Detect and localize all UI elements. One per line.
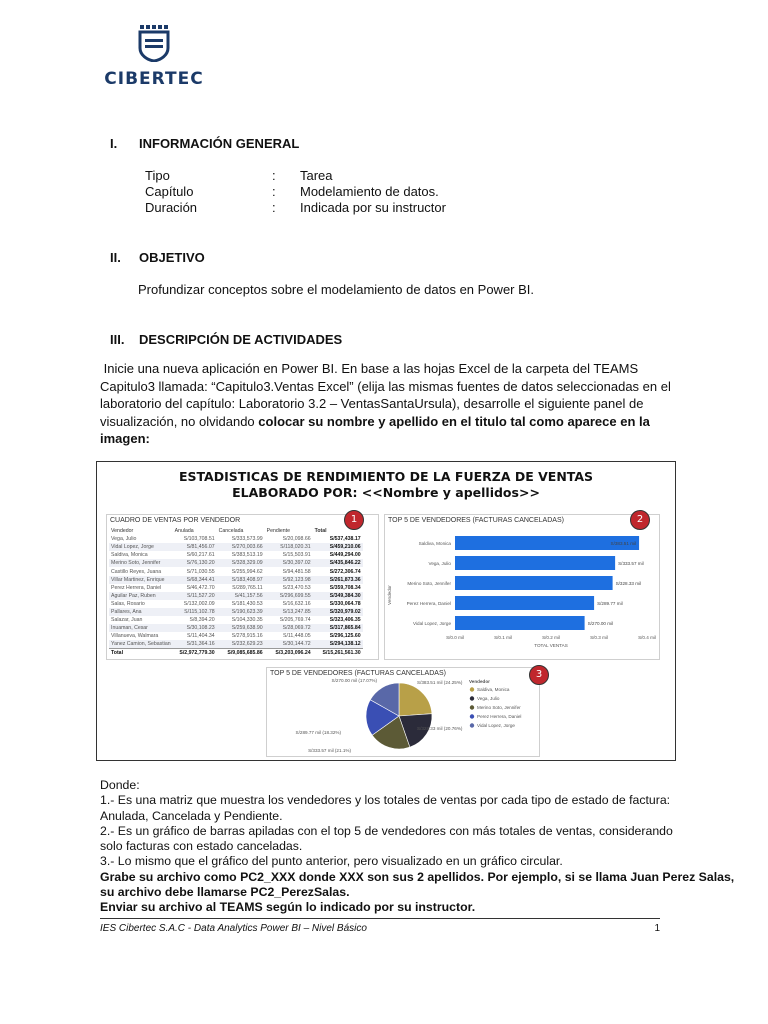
matrix-cell: S/190,623.39 [217, 608, 265, 616]
matrix-cell: S/181,430.53 [231, 600, 263, 607]
shield-icon [134, 24, 174, 62]
matrix-row [109, 624, 363, 632]
callout-badge: 1 [344, 510, 364, 530]
matrix-row [109, 592, 363, 600]
bar-category-label: Vidal Lopez, Jorge [413, 621, 451, 626]
intro-line: Capitulo3 llamada: “Capitulo3.Ventas Excel” (elija las mismas fuentes de datos seleccionadas en el [100, 378, 671, 394]
matrix-header-row [109, 527, 363, 535]
matrix-cell: S/232,629.23 [217, 640, 265, 649]
matrix-cell: S/183,408.97 [217, 576, 265, 584]
matrix-cell: Yanez Camion, Sebastian [111, 641, 171, 648]
matrix-cell: Villanueva, Walmara [111, 633, 159, 640]
matrix-row [109, 543, 363, 551]
pie-data-label: S/289.77 mil (18.32%) [295, 730, 341, 735]
explanation-line: 2.- Es un gráfico de barras apiladas con el top 5 de vendedores con más totales de ventas, considerando [100, 823, 673, 838]
matrix-header: Total [314, 528, 327, 535]
matrix-header: Cancelada [218, 528, 244, 535]
pie-legend-marker [470, 714, 474, 718]
matrix-cell: S/103,708.51 [183, 536, 215, 543]
matrix-row [109, 640, 363, 649]
section-number: I. [110, 136, 118, 151]
matrix-cell: S/333,573.99 [231, 536, 263, 543]
matrix-cell: S/278,915.16 [231, 633, 263, 640]
matrix-row [109, 559, 363, 567]
section-number: III. [110, 332, 125, 347]
intro-line: imagen: [100, 431, 150, 446]
info-label: Capítulo [145, 184, 194, 199]
matrix-cell: S/31,364.16 [173, 640, 217, 649]
matrix-cell: S/30,144.72 [265, 640, 313, 649]
matrix-cell: S/8,394.20 [189, 617, 215, 624]
info-value: Indicada por su instructor [300, 200, 446, 215]
objective-text: Profundizar conceptos sobre el modelamiento de datos en Power BI. [138, 282, 535, 297]
matrix-cell: S/15,261,561.30 [313, 649, 363, 658]
intro-emphasis: colocar su nombre y apellido en el titulo tal como aparece en la [258, 413, 650, 429]
pie-legend-marker [470, 696, 474, 700]
bar-data-label: S/270.00 mil [587, 621, 614, 626]
info-table [145, 168, 545, 216]
section-title: DESCRIPCIÓN DE ACTIVIDADES [139, 332, 343, 347]
matrix-cell: S/115,102.78 [173, 608, 217, 616]
matrix-cell: S/68,344.41 [173, 576, 217, 584]
callout-badge: 3 [529, 665, 549, 685]
matrix-cell: S/294,138.12 [313, 640, 363, 649]
page-footer [100, 918, 660, 934]
matrix-cell: S/320,979.02 [313, 608, 363, 616]
matrix-cell: S/30,397.02 [265, 559, 313, 567]
matrix-cell: S/2,972,779.30 [173, 649, 217, 658]
bar-category-label: Saldiva, Monica [418, 541, 451, 546]
footer-text: IES Cibertec S.A.C - Data Analytics Power BI – Nivel Básico [100, 923, 367, 934]
pie-chart [267, 668, 539, 756]
matrix-row [109, 567, 363, 575]
matrix-cell: Salazar, Juan [111, 617, 143, 624]
bar-data-label: S/383.51 mil [610, 541, 637, 546]
info-row [145, 200, 545, 216]
matrix-cell: Vega, Julio [111, 536, 137, 543]
bar [455, 616, 585, 630]
matrix-cell: S/16,632.16 [282, 600, 311, 607]
matrix-row [109, 551, 363, 559]
bar-tick-label: S/0.2 mil [542, 635, 560, 640]
matrix-cell: S/323,406.35 [329, 617, 361, 624]
matrix-cell: S/537,438.17 [329, 536, 361, 543]
bar-category-label: Merino Soto, Jennifer [407, 581, 451, 586]
matrix-cell: S/118,020.31 [265, 543, 313, 551]
matrix-cell: S/13,247.85 [265, 608, 313, 616]
explanation-line: Grabe su archivo como PC2_XXX donde XXX son sus 2 apellidos. Por ejemplo, si se llama Juan Perez Salas, [100, 869, 735, 884]
matrix-header: Vendedor [111, 528, 134, 535]
pie-legend-label: Saldiva, Monica [477, 687, 510, 692]
info-value: Modelamiento de datos. [300, 184, 439, 199]
intro-text: visualización, no olvidando [100, 413, 259, 429]
intro-paragraph [100, 360, 680, 448]
matrix-cell: S/296,699.55 [265, 592, 313, 600]
section-number: II. [110, 250, 121, 265]
sales-matrix [109, 527, 363, 658]
bar-data-label: S/289.77 mil [597, 601, 623, 606]
info-row [145, 168, 545, 184]
matrix-cell: S/272,306.74 [329, 568, 361, 575]
matrix-cell: S/3,203,096.24 [265, 649, 313, 658]
bar-data-label: S/328.33 mil [615, 581, 642, 586]
matrix-cell: S/359,708.34 [329, 584, 361, 591]
pie-legend-marker [470, 705, 474, 709]
info-label: Duración [145, 200, 198, 215]
pie-legend-title: Vendedor [469, 679, 490, 684]
explanation-line: 1.- Es una matriz que muestra los vendedores y los totales de ventas por cada tipo de estado de factura: [100, 793, 671, 808]
bar-data-label: S/333.57 mil [618, 561, 644, 566]
matrix-cell: S/23,470.53 [282, 584, 311, 591]
matrix-cell: S/289,765.11 [232, 584, 263, 591]
intro-line: Inicie una nueva aplicación en Power BI. En base a las hojas Excel de la carpeta del TEAMS [100, 361, 639, 376]
matrix-cell: Merino Soto, Jennifer [109, 559, 173, 567]
matrix-cell: S/71,030.55 [186, 568, 215, 575]
pie-legend-label: Merino Soto, Jennifer [477, 705, 521, 710]
matrix-cell: S/15,503.91 [282, 552, 311, 559]
matrix-row [109, 576, 363, 584]
matrix-cell: S/330,064.78 [329, 600, 361, 607]
pie-legend-marker [470, 723, 474, 727]
bar-axis-title: Vendedor [387, 585, 392, 605]
bar [455, 576, 613, 590]
matrix-row [109, 608, 363, 616]
matrix-cell: S/261,873.36 [313, 576, 363, 584]
bar-tick-label: S/0.4 mil [638, 635, 656, 640]
pie-chart-panel [266, 667, 543, 757]
bar-tick-label: S/0.3 mil [590, 635, 608, 640]
pie-legend-label: Vidal Lopez, Jorge [477, 723, 515, 728]
matrix-cell: Pallares, Ana [109, 608, 173, 616]
info-row [145, 184, 545, 200]
explanation-line: Enviar su archivo al TEAMS según lo indicado por su instructor. [100, 900, 476, 915]
info-value: Tarea [300, 168, 333, 183]
bar [455, 596, 594, 610]
bar-category-label: Perez Herrera, Daniel [406, 601, 451, 606]
matrix-cell: S/296,125.60 [329, 633, 361, 640]
dashboard-subtitle: ELABORADO POR: <<Nombre y apellidos>> [232, 485, 540, 500]
matrix-cell: S/20,098.66 [282, 536, 311, 543]
matrix-cell: S/317,865.84 [313, 624, 363, 632]
bar-tick-label: S/0.0 mil [446, 635, 464, 640]
matrix-cell: Vidal Lopez, Jorge [109, 543, 173, 551]
matrix-row [109, 632, 363, 640]
pie-chart-title: TOP 5 DE VENDEDORES (FACTURAS CANCELADAS) [270, 670, 446, 677]
matrix-cell: Inuaman, Cesar [109, 624, 173, 632]
pie-data-label: S/328.33 mil (20.76%) [417, 726, 463, 731]
info-separator: : [272, 168, 276, 183]
matrix-cell: Perez Herrera, Daniel [111, 584, 162, 591]
bar-category-label: Vega, Julio [428, 561, 451, 566]
matrix-row [109, 600, 363, 608]
explanation-line: Anulada, Cancelada y Pendiente. [100, 808, 283, 823]
bar [455, 556, 615, 570]
info-separator: : [272, 184, 276, 199]
bar-chart-panel [384, 514, 660, 660]
intro-line: laboratorio del capítulo: Laboratorio 3.2 – VentasSantaUrsula), desarrolle el siguiente panel de [100, 396, 644, 411]
matrix-header: Anulada [174, 528, 194, 535]
bar-x-axis-title: TOTAL VENTAS [534, 643, 568, 648]
logo-text: CIBERTEC [104, 69, 204, 89]
matrix-cell: S/449,294.00 [329, 552, 361, 559]
matrix-cell: S/46,472.70 [186, 584, 215, 591]
section-title: INFORMACIÓN GENERAL [139, 136, 300, 151]
matrix-title: CUADRO DE VENTAS POR VENDEDOR [110, 517, 241, 524]
matrix-row [109, 584, 363, 592]
matrix-cell: Aguilar Paz, Ruben [109, 592, 173, 600]
matrix-cell: S/11,527.20 [173, 592, 217, 600]
matrix-cell: S/383,513.19 [231, 552, 263, 559]
explanation-line: 3.- Lo mismo que el gráfico del punto anterior, pero visualizado en un gráfico circular. [100, 854, 563, 869]
matrix-cell: S/60,217.61 [186, 552, 215, 559]
matrix-row [109, 616, 363, 624]
pie-data-label: S/383.51 mil (24.25%) [417, 680, 463, 685]
matrix-cell: S/328,329.09 [217, 559, 265, 567]
matrix-cell: S/205,769.74 [279, 617, 311, 624]
matrix-header: Pendiente [266, 528, 290, 535]
matrix-panel [106, 514, 379, 660]
pie-slice [399, 683, 432, 716]
pie-legend-label: Perez Herrera, Daniel [477, 714, 522, 719]
matrix-cell: S/76,130.20 [173, 559, 217, 567]
bar-chart [385, 515, 659, 659]
matrix-cell: S/41,157.56 [217, 592, 265, 600]
matrix-cell: S/459,210.06 [313, 543, 363, 551]
matrix-cell: S/11,404.34 [187, 633, 215, 640]
pie-data-label: S/270.00 mil (17.07%) [331, 678, 377, 683]
matrix-cell: Salas, Rosario [111, 600, 145, 607]
pie-data-label: S/333.57 mil (21.1%) [308, 748, 351, 753]
section-title: OBJETIVO [139, 250, 205, 265]
pie-legend-marker [470, 687, 474, 691]
matrix-cell: S/104,330.35 [231, 617, 263, 624]
matrix-cell: Saldiva, Monica [111, 552, 148, 559]
explanation-line: su archivo debe llamarse PC2_PerezSalas. [100, 885, 350, 900]
info-label: Tipo [145, 168, 170, 183]
matrix-total-row [109, 649, 363, 658]
page-number: 1 [654, 923, 660, 934]
matrix-cell: S/28,069.72 [265, 624, 313, 632]
matrix-cell: S/259,638.90 [217, 624, 265, 632]
dashboard-screenshot [96, 461, 676, 761]
matrix-cell: S/132,002.09 [183, 600, 215, 607]
matrix-cell: S/270,003.66 [217, 543, 265, 551]
pie-legend-label: Vega, Julio [477, 696, 500, 701]
matrix-cell: Total [109, 649, 173, 658]
matrix-cell: Villar Martinez, Enrique [109, 576, 173, 584]
intro-line [100, 413, 680, 431]
matrix-cell: S/94,481.58 [282, 568, 311, 575]
matrix-cell: S/255,994.62 [231, 568, 263, 575]
info-separator: : [272, 200, 276, 215]
bar-tick-label: S/0.1 mil [494, 635, 512, 640]
matrix-cell: S/9,085,685.86 [217, 649, 265, 658]
explanation-line: solo facturas con estado canceladas. [100, 839, 303, 854]
matrix-cell: S/435,846.22 [313, 559, 363, 567]
matrix-row [109, 535, 363, 543]
explanation-block [100, 778, 735, 916]
bar-chart-title: TOP 5 DE VENDEDORES (FACTURAS CANCELADAS) [388, 517, 564, 524]
explanation-line: Donde: [100, 778, 140, 792]
matrix-cell: S/81,456.07 [173, 543, 217, 551]
matrix-cell: S/92,123.98 [265, 576, 313, 584]
cibertec-logo [104, 24, 204, 89]
matrix-cell: Castillo Reyes, Juana [111, 568, 162, 575]
callout-badge: 2 [630, 510, 650, 530]
matrix-cell: S/349,384.30 [313, 592, 363, 600]
dashboard-title: ESTADISTICAS DE RENDIMIENTO DE LA FUERZA DE VENTAS [178, 469, 594, 484]
matrix-cell: S/11,448.05 [283, 633, 311, 640]
matrix-cell: S/30,108.23 [173, 624, 217, 632]
